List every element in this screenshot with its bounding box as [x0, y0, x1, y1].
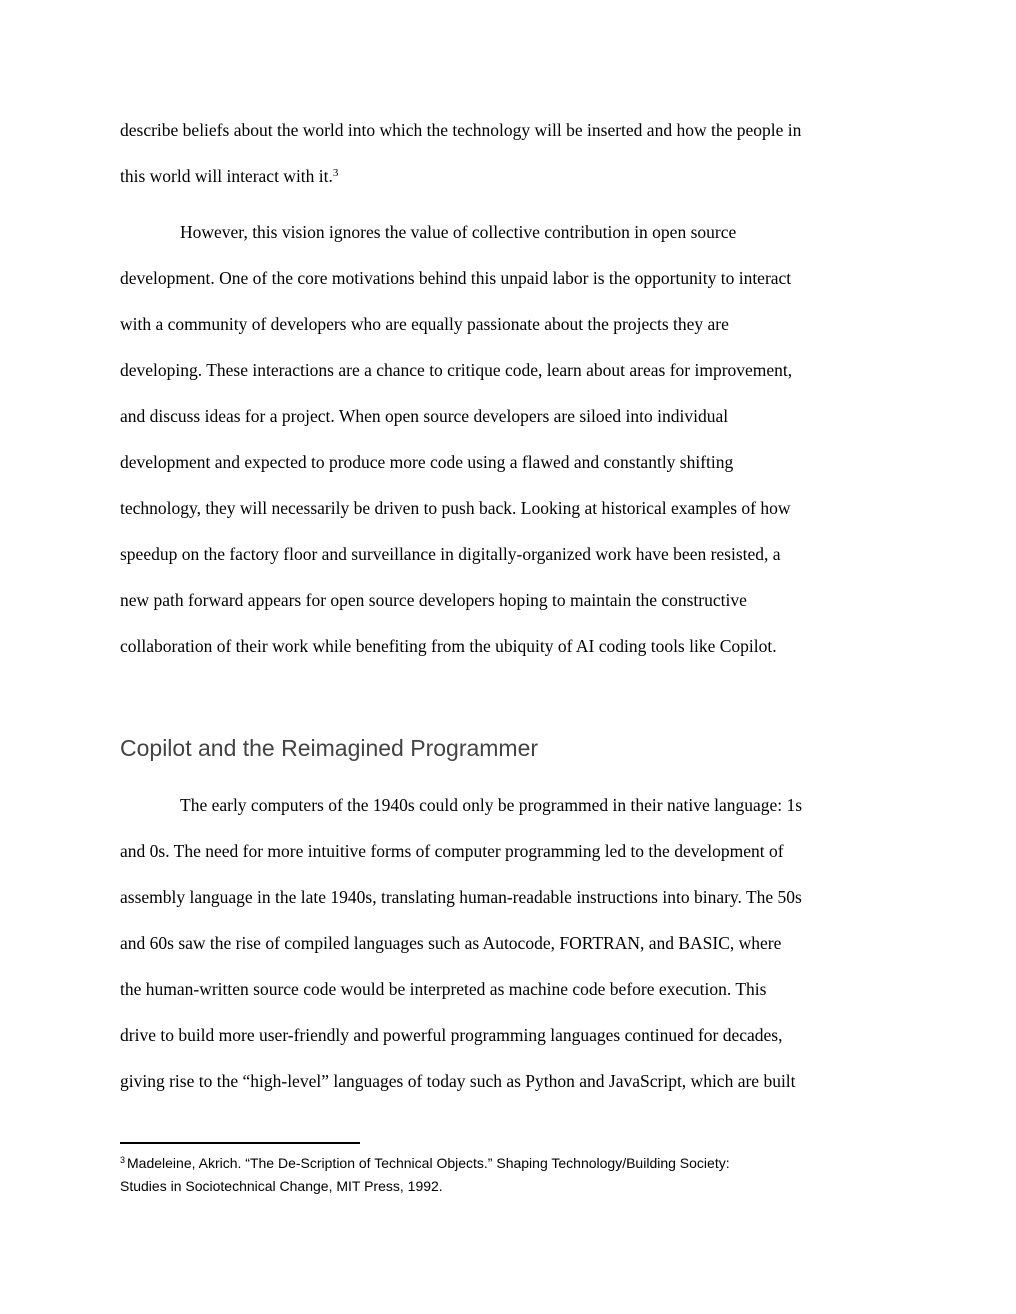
body-line: collaboration of their work while benefiting from the ubiquity of AI coding tools like Copilot. [120, 636, 777, 656]
paragraph-continuation [120, 107, 896, 199]
body-line: technology, they will necessarily be driven to push back. Looking at historical examples of how [120, 498, 791, 518]
body-line: giving rise to the “high-level” languages of today such as Python and JavaScript, which are built [120, 1071, 796, 1091]
footnote-separator [120, 1142, 360, 1144]
body-line: The early computers of the 1940s could only be programmed in their native language: 1s [180, 795, 803, 815]
body-line: describe beliefs about the world into which the technology will be inserted and how the people in [120, 120, 802, 140]
body-line: assembly language in the late 1940s, translating human-readable instructions into binary. The 50s [120, 887, 802, 907]
footnote-text: Madeleine, Akrich. “The De-Scription of Technical Objects.” Shaping Technology/Building Society: [127, 1155, 730, 1171]
body-line: and 0s. The need for more intuitive forms of computer programming led to the development of [120, 841, 784, 861]
body-line [120, 153, 896, 199]
body-line-text: this world will interact with it. [120, 166, 333, 186]
body-line: However, this vision ignores the value of collective contribution in open source [180, 222, 737, 242]
footnote-line [120, 1152, 896, 1175]
footnote-reference: 3 [332, 167, 339, 179]
body-line: drive to build more user-friendly and powerful programming languages continued for decades, [120, 1025, 783, 1045]
body-line: development. One of the core motivations behind this unpaid labor is the opportunity to interact [120, 268, 792, 288]
body-line: and 60s saw the rise of compiled languages such as Autocode, FORTRAN, and BASIC, where [120, 933, 782, 953]
body-line: the human-written source code would be interpreted as machine code before execution. This [120, 979, 767, 999]
body-line: and discuss ideas for a project. When open source developers are siloed into individual [120, 406, 729, 426]
body-line: development and expected to produce more code using a flawed and constantly shifting [120, 452, 734, 472]
footnote-line: Studies in Sociotechnical Change, MIT Press, 1992. [120, 1178, 443, 1194]
body-line: new path forward appears for open source developers hoping to maintain the constructive [120, 590, 747, 610]
footnote-marker: 3 [120, 1155, 126, 1165]
body-line: speedup on the factory floor and surveillance in digitally-organized work have been resisted, a [120, 544, 781, 564]
body-line: developing. These interactions are a chance to critique code, learn about areas for improvement, [120, 360, 793, 380]
paragraph-open-source [120, 209, 896, 669]
section-heading: Copilot and the Reimagined Programmer [120, 735, 539, 761]
body-line: with a community of developers who are equally passionate about the projects they are [120, 314, 729, 334]
footnote-area [120, 1142, 896, 1198]
paragraph-early-computers [120, 782, 896, 1104]
